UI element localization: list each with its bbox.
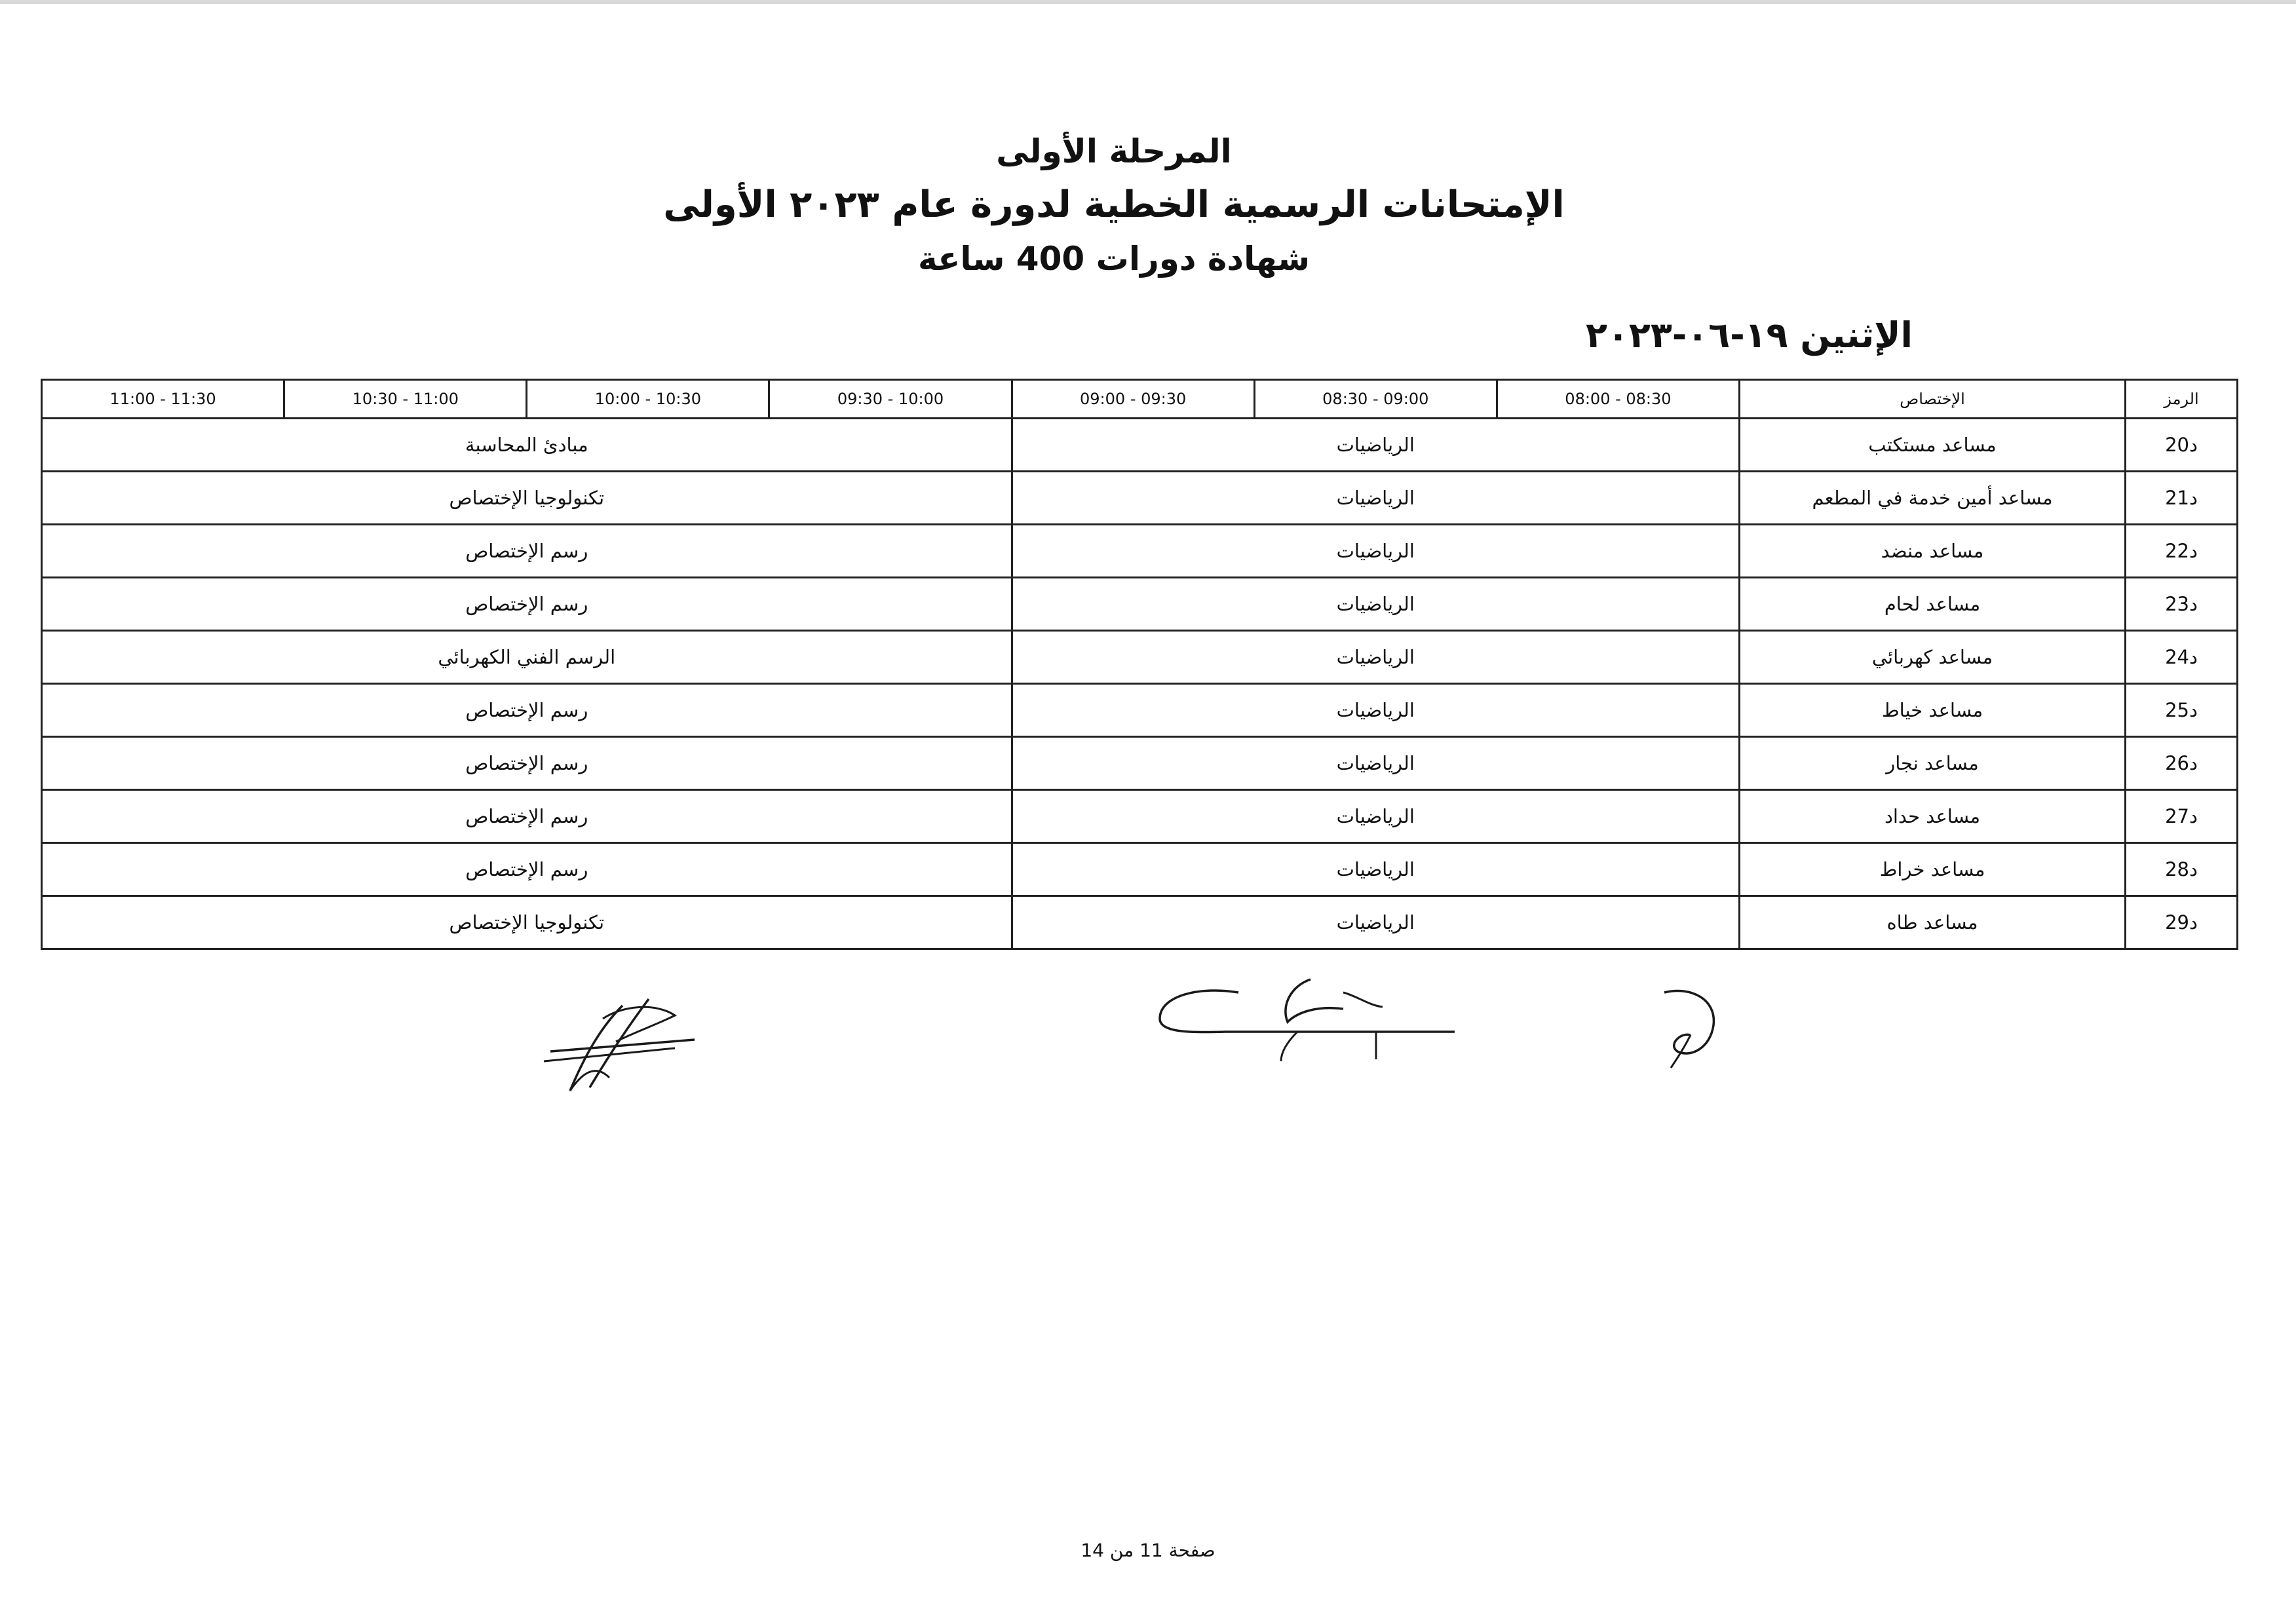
- document-header: [655, 124, 1573, 286]
- row-specialty: مساعد منضد: [1740, 525, 2126, 578]
- signature-center: [1147, 966, 1461, 1065]
- table-row: [42, 843, 2238, 896]
- table-row: [42, 684, 2238, 737]
- table-row: [42, 631, 2238, 684]
- row-code: د29: [2126, 896, 2238, 949]
- row-exam-2: رسم الإختصاص: [42, 525, 1012, 578]
- header-row: [42, 380, 2238, 419]
- schedule-table: [41, 379, 2238, 950]
- table-row: [42, 896, 2238, 949]
- row-code: د22: [2126, 525, 2238, 578]
- row-specialty: مساعد مستكتب: [1740, 419, 2126, 472]
- row-specialty: مساعد لحام: [1740, 578, 2126, 631]
- page-number: صفحة 11 من 14: [1081, 1539, 1215, 1561]
- row-code: د20: [2126, 419, 2238, 472]
- header-slot: 11:30 - 11:00: [42, 380, 284, 419]
- row-exam-1: الرياضيات: [1012, 472, 1739, 525]
- header-slot: 10:30 - 10:00: [527, 380, 769, 419]
- exam-title: الإمتحانات الرسمية الخطية لدورة عام ٢٠٢٣ الأولى: [663, 183, 1565, 226]
- row-exam-1: الرياضيات: [1012, 843, 1739, 896]
- phase-title: المرحلة الأولى: [996, 132, 1232, 170]
- row-exam-2: مبادئ المحاسبة: [42, 419, 1012, 472]
- row-code: د28: [2126, 843, 2238, 896]
- row-exam-1: الرياضيات: [1012, 631, 1739, 684]
- row-exam-2: رسم الإختصاص: [42, 737, 1012, 790]
- row-exam-2: رسم الإختصاص: [42, 790, 1012, 843]
- row-exam-2: رسم الإختصاص: [42, 578, 1012, 631]
- header-slot: 11:00 - 10:30: [284, 380, 527, 419]
- row-exam-1: الرياضيات: [1012, 737, 1739, 790]
- certificate-title: شهادة دورات 400 ساعة: [917, 240, 1311, 278]
- row-exam-2: رسم الإختصاص: [42, 843, 1012, 896]
- row-exam-2: الرسم الفني الكهربائي: [42, 631, 1012, 684]
- row-exam-1: الرياضيات: [1012, 419, 1739, 472]
- header-slot: 09:30 - 09:00: [1012, 380, 1254, 419]
- header-slot: 08:30 - 08:00: [1497, 380, 1739, 419]
- table-row: [42, 419, 2238, 472]
- row-exam-2: تكنولوجيا الإختصاص: [42, 472, 1012, 525]
- row-specialty: مساعد خياط: [1740, 684, 2126, 737]
- row-specialty: مساعد كهربائي: [1740, 631, 2126, 684]
- exam-date: الإثنين ١٩-٠٦-٢٠٢٣: [1586, 314, 1913, 356]
- header-specialty: الإختصاص: [1740, 380, 2126, 419]
- row-exam-1: الرياضيات: [1012, 790, 1739, 843]
- row-exam-1: الرياضيات: [1012, 525, 1739, 578]
- scan-edge: [0, 0, 2296, 4]
- signature-right: [1651, 979, 1736, 1071]
- row-exam-1: الرياضيات: [1012, 896, 1739, 949]
- header-slot: 09:00 - 08:30: [1254, 380, 1497, 419]
- table-row: [42, 790, 2238, 843]
- row-specialty: مساعد نجار: [1740, 737, 2126, 790]
- row-code: د23: [2126, 578, 2238, 631]
- row-code: د25: [2126, 684, 2238, 737]
- row-exam-2: تكنولوجيا الإختصاص: [42, 896, 1012, 949]
- header-slot: 10:00 - 09:30: [769, 380, 1012, 419]
- header-code: الرمز: [2126, 380, 2238, 419]
- row-specialty: مساعد أمين خدمة في المطعم: [1740, 472, 2126, 525]
- row-exam-2: رسم الإختصاص: [42, 684, 1012, 737]
- table-row: [42, 737, 2238, 790]
- table-row: [42, 472, 2238, 525]
- row-exam-1: الرياضيات: [1012, 578, 1739, 631]
- row-specialty: مساعد حداد: [1740, 790, 2126, 843]
- row-code: د21: [2126, 472, 2238, 525]
- table-row: [42, 525, 2238, 578]
- row-code: د27: [2126, 790, 2238, 843]
- row-specialty: مساعد طاه: [1740, 896, 2126, 949]
- row-code: د24: [2126, 631, 2238, 684]
- row-code: د26: [2126, 737, 2238, 790]
- row-specialty: مساعد خراط: [1740, 843, 2126, 896]
- table-row: [42, 578, 2238, 631]
- row-exam-1: الرياضيات: [1012, 684, 1739, 737]
- signature-left: [524, 979, 708, 1104]
